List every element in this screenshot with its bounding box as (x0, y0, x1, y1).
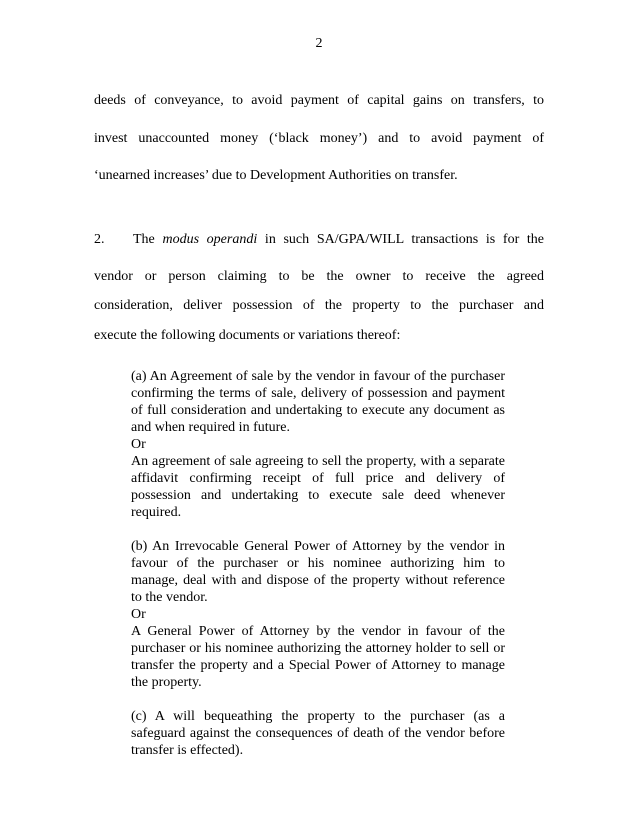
documents-list (131, 368, 505, 759)
para2-line-3: consideration, deliver possession of the property to the purchaser and (94, 298, 544, 313)
item-b-alternative: A General Power of Attorney by the vendor in favour of the purchaser or his nominee authorizing the attorney holder to sell or transfer the property and a Special Power of Attorney to manage the property. (131, 624, 505, 690)
modus-operandi-italic: modus operandi (162, 232, 258, 247)
para2-line-1-pre: The (133, 232, 163, 247)
item-a-alternative: An agreement of sale agreeing to sell the property, with a separate affidavit confirming receipt of full price and delivery of possession and undertaking to execute sale deed whenever required. (131, 454, 505, 520)
para2-line-1-post: in such SA/GPA/WILL transactions is for the (257, 232, 545, 247)
para2-line-1 (94, 232, 544, 248)
spacer (131, 521, 505, 538)
para1-line-2: invest unaccounted money (‘black money’) and to avoid payment of (94, 131, 544, 146)
spacer (131, 691, 505, 708)
or-separator-2: Or (131, 607, 146, 622)
item-c: (c) A will bequeathing the property to the purchaser (as a safeguard against the consequences of death of the vendor before transfer is effected). (131, 709, 505, 758)
para2-line-4: execute the following documents or variations thereof: (94, 328, 401, 343)
page-number: 2 (315, 36, 323, 51)
paragraph-number: 2. (94, 232, 105, 247)
item-a: (a) An Agreement of sale by the vendor in favour of the purchaser confirming the terms of sale, delivery of possession and payment of full consideration and undertaking to execute any document as and when required in future. (131, 369, 505, 435)
para1-line-1: deeds of conveyance, to avoid payment of capital gains on transfers, to (94, 93, 544, 108)
or-separator-1: Or (131, 437, 146, 452)
para1-line-3: ‘unearned increases’ due to Development Authorities on transfer. (94, 168, 458, 183)
item-b: (b) An Irrevocable General Power of Attorney by the vendor in favour of the purchaser or his nominee authorizing him to manage, deal with and dispose of the property without reference to the vendor. (131, 539, 505, 605)
para2-line-2: vendor or person claiming to be the owner to receive the agreed (94, 269, 544, 284)
